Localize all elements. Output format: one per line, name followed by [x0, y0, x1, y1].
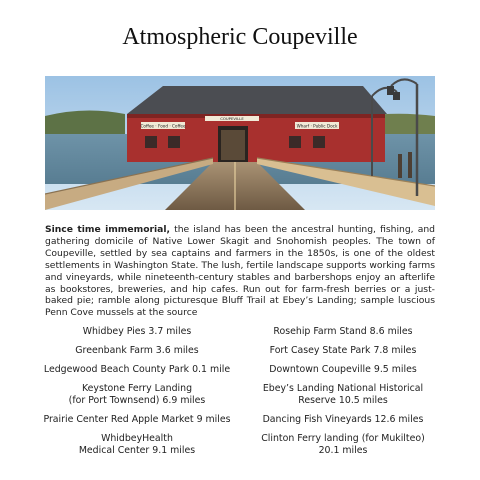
distance-line: (for Port Townsend) 6.9 miles [68, 395, 206, 406]
wharf-photo [45, 76, 435, 210]
distance-item [243, 326, 443, 338]
distance-line: Greenbank Farm 3.6 miles [75, 345, 199, 356]
distance-line: Whidbey Pies 3.7 miles [82, 326, 192, 337]
distance-line: Ledgewood Beach County Park 0.1 mile [43, 364, 231, 375]
distance-item [37, 326, 237, 338]
page-title: Atmospheric Coupeville [122, 24, 358, 50]
distance-item [243, 345, 443, 357]
distance-line: 20.1 miles [318, 445, 368, 456]
distance-item [243, 433, 443, 457]
intro-paragraph [45, 224, 435, 319]
distance-line: Keystone Ferry Landing [81, 383, 193, 394]
distance-line: Reserve 10.5 miles [298, 395, 388, 406]
sign-center: COUPEVILLE [220, 116, 244, 122]
sign-right: Wharf · Public Dock [296, 123, 338, 129]
intro-body: the island has been the ancestral hunting, fishing, and gathering domicile of Native Lower Skagit and Snohomish peoples. The town of Coupeville, settled by sea captains and farmers in the 1850s, is one of the oldest settlements in Washington State. The lush, fertile landscape supports working farms and vineyards, while nineteenth-century stables and barbershops enjoy an afterlife as bookstores, breweries, and hip cafes. Run out for farm-fresh berries or a just-baked pie; ramble along picturesque Bluff Trail at Ebey’s Landing; sample luscious Penn Cove mussels at the source [45, 224, 435, 319]
distance-list-left [37, 326, 237, 464]
distance-item [37, 383, 237, 407]
distance-line: Ebey’s Landing National Historical [262, 383, 424, 394]
distance-line: WhidbeyHealth [101, 433, 173, 444]
distance-item [37, 414, 237, 426]
distance-line: Prairie Center Red Apple Market 9 miles [43, 414, 231, 425]
distance-line: Clinton Ferry landing (for Mukilteo) [261, 433, 425, 444]
distance-line: Downtown Coupeville 9.5 miles [269, 364, 417, 375]
distance-item [243, 364, 443, 376]
distance-list-right [243, 326, 443, 464]
intro-lead: Since time immemorial, [45, 224, 171, 235]
distance-item [37, 433, 237, 457]
distance-item [37, 364, 237, 376]
distance-line: Rosehip Farm Stand 8.6 miles [273, 326, 413, 337]
sign-left: Coffee · Food · Coffee [140, 123, 186, 129]
distance-line: Medical Center 9.1 miles [78, 445, 196, 456]
distance-item [243, 383, 443, 407]
distance-line: Fort Casey State Park 7.8 miles [269, 345, 417, 356]
distance-item [37, 345, 237, 357]
distance-line: Dancing Fish Vineyards 12.6 miles [262, 414, 424, 425]
distance-item [243, 414, 443, 426]
